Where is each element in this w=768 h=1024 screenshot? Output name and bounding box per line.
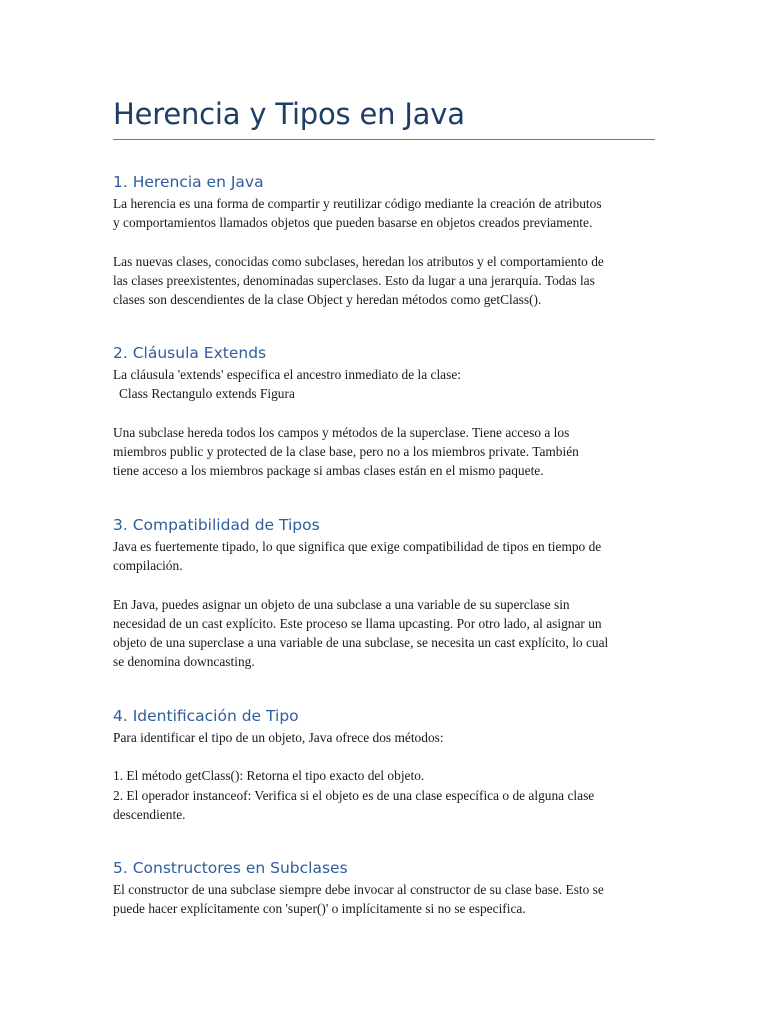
text-line: El constructor de una subclase siempre debe invocar al constructor de su clase base. Esto se — [113, 882, 604, 897]
text-line: necesidad de un cast explícito. Este proceso se llama upcasting. Por otro lado, al asignar un — [113, 615, 602, 631]
paragraph — [113, 423, 655, 481]
section-heading: 4. Identificación de Tipo — [113, 707, 299, 725]
text-line: las clases preexistentes, denominadas superclases. Esto da lugar a una jerarquía. Todas las — [113, 272, 595, 288]
section-heading: 3. Compatibilidad de Tipos — [113, 516, 320, 534]
title-underline — [113, 139, 655, 140]
paragraph — [113, 537, 655, 576]
section-heading: 1. Herencia en Java — [113, 173, 264, 191]
text-line: La herencia es una forma de compartir y reutilizar código mediante la creación de atributos — [113, 196, 602, 211]
text-line: En Java, puedes asignar un objeto de una subclase a una variable de su superclase sin — [113, 596, 570, 612]
text-line: puede hacer explícitamente con 'super()' o implícitamente si no se especifica. — [113, 901, 526, 917]
paragraph — [113, 365, 655, 404]
list-item: 1. El método getClass(): Retorna el tipo exacto del objeto. — [113, 768, 425, 784]
code-line: Class Rectangulo extends Figura — [119, 386, 295, 402]
text-line: Para identificar el tipo de un objeto, Java ofrece dos métodos: — [113, 730, 444, 745]
text-line: y comportamientos llamados objetos que pueden basarse en objetos creados previamente. — [113, 215, 593, 231]
text-line: La cláusula 'extends' especifica el ancestro inmediato de la clase: — [113, 367, 461, 382]
text-line: Una subclase hereda todos los campos y métodos de la superclase. Tiene acceso a los — [113, 424, 570, 440]
text-line: objeto de una superclase a una variable de una subclase, se necesita un cast explícito, lo cual — [113, 635, 609, 651]
section-extends — [113, 341, 655, 480]
text-line: clases son descendientes de la clase Object y heredan métodos como getClass(). — [113, 292, 542, 308]
list-item: 2. El operador instanceof: Verifica si el objeto es de una clase específica o de alguna clase — [113, 787, 595, 803]
paragraph — [113, 252, 655, 310]
section-heading: 5. Constructores en Subclases — [113, 859, 348, 877]
section-herencia — [113, 170, 655, 309]
text-line: compilación. — [113, 558, 183, 574]
text-line: descendiente. — [113, 806, 186, 822]
text-line: Las nuevas clases, conocidas como subclases, heredan los atributos y el comportamiento de — [113, 253, 604, 269]
paragraph — [113, 880, 655, 919]
paragraph — [113, 595, 655, 672]
section-heading: 2. Cláusula Extends — [113, 344, 267, 362]
section-identificacion — [113, 704, 655, 824]
paragraph — [113, 766, 655, 824]
text-line: miembros public y protected de la clase base, pero no a los miembros private. También — [113, 443, 579, 459]
paragraph — [113, 728, 655, 747]
paragraph — [113, 194, 655, 233]
section-compatibilidad — [113, 513, 655, 672]
document-title: Herencia y Tipos en Java — [113, 97, 465, 131]
text-line: Java es fuertemente tipado, lo que significa que exige compatibilidad de tipos en tiempo de — [113, 539, 602, 554]
text-line: se denomina downcasting. — [113, 654, 255, 670]
section-constructores — [113, 856, 655, 919]
text-line: tiene acceso a los miembros package si ambas clases están en el mismo paquete. — [113, 463, 544, 479]
